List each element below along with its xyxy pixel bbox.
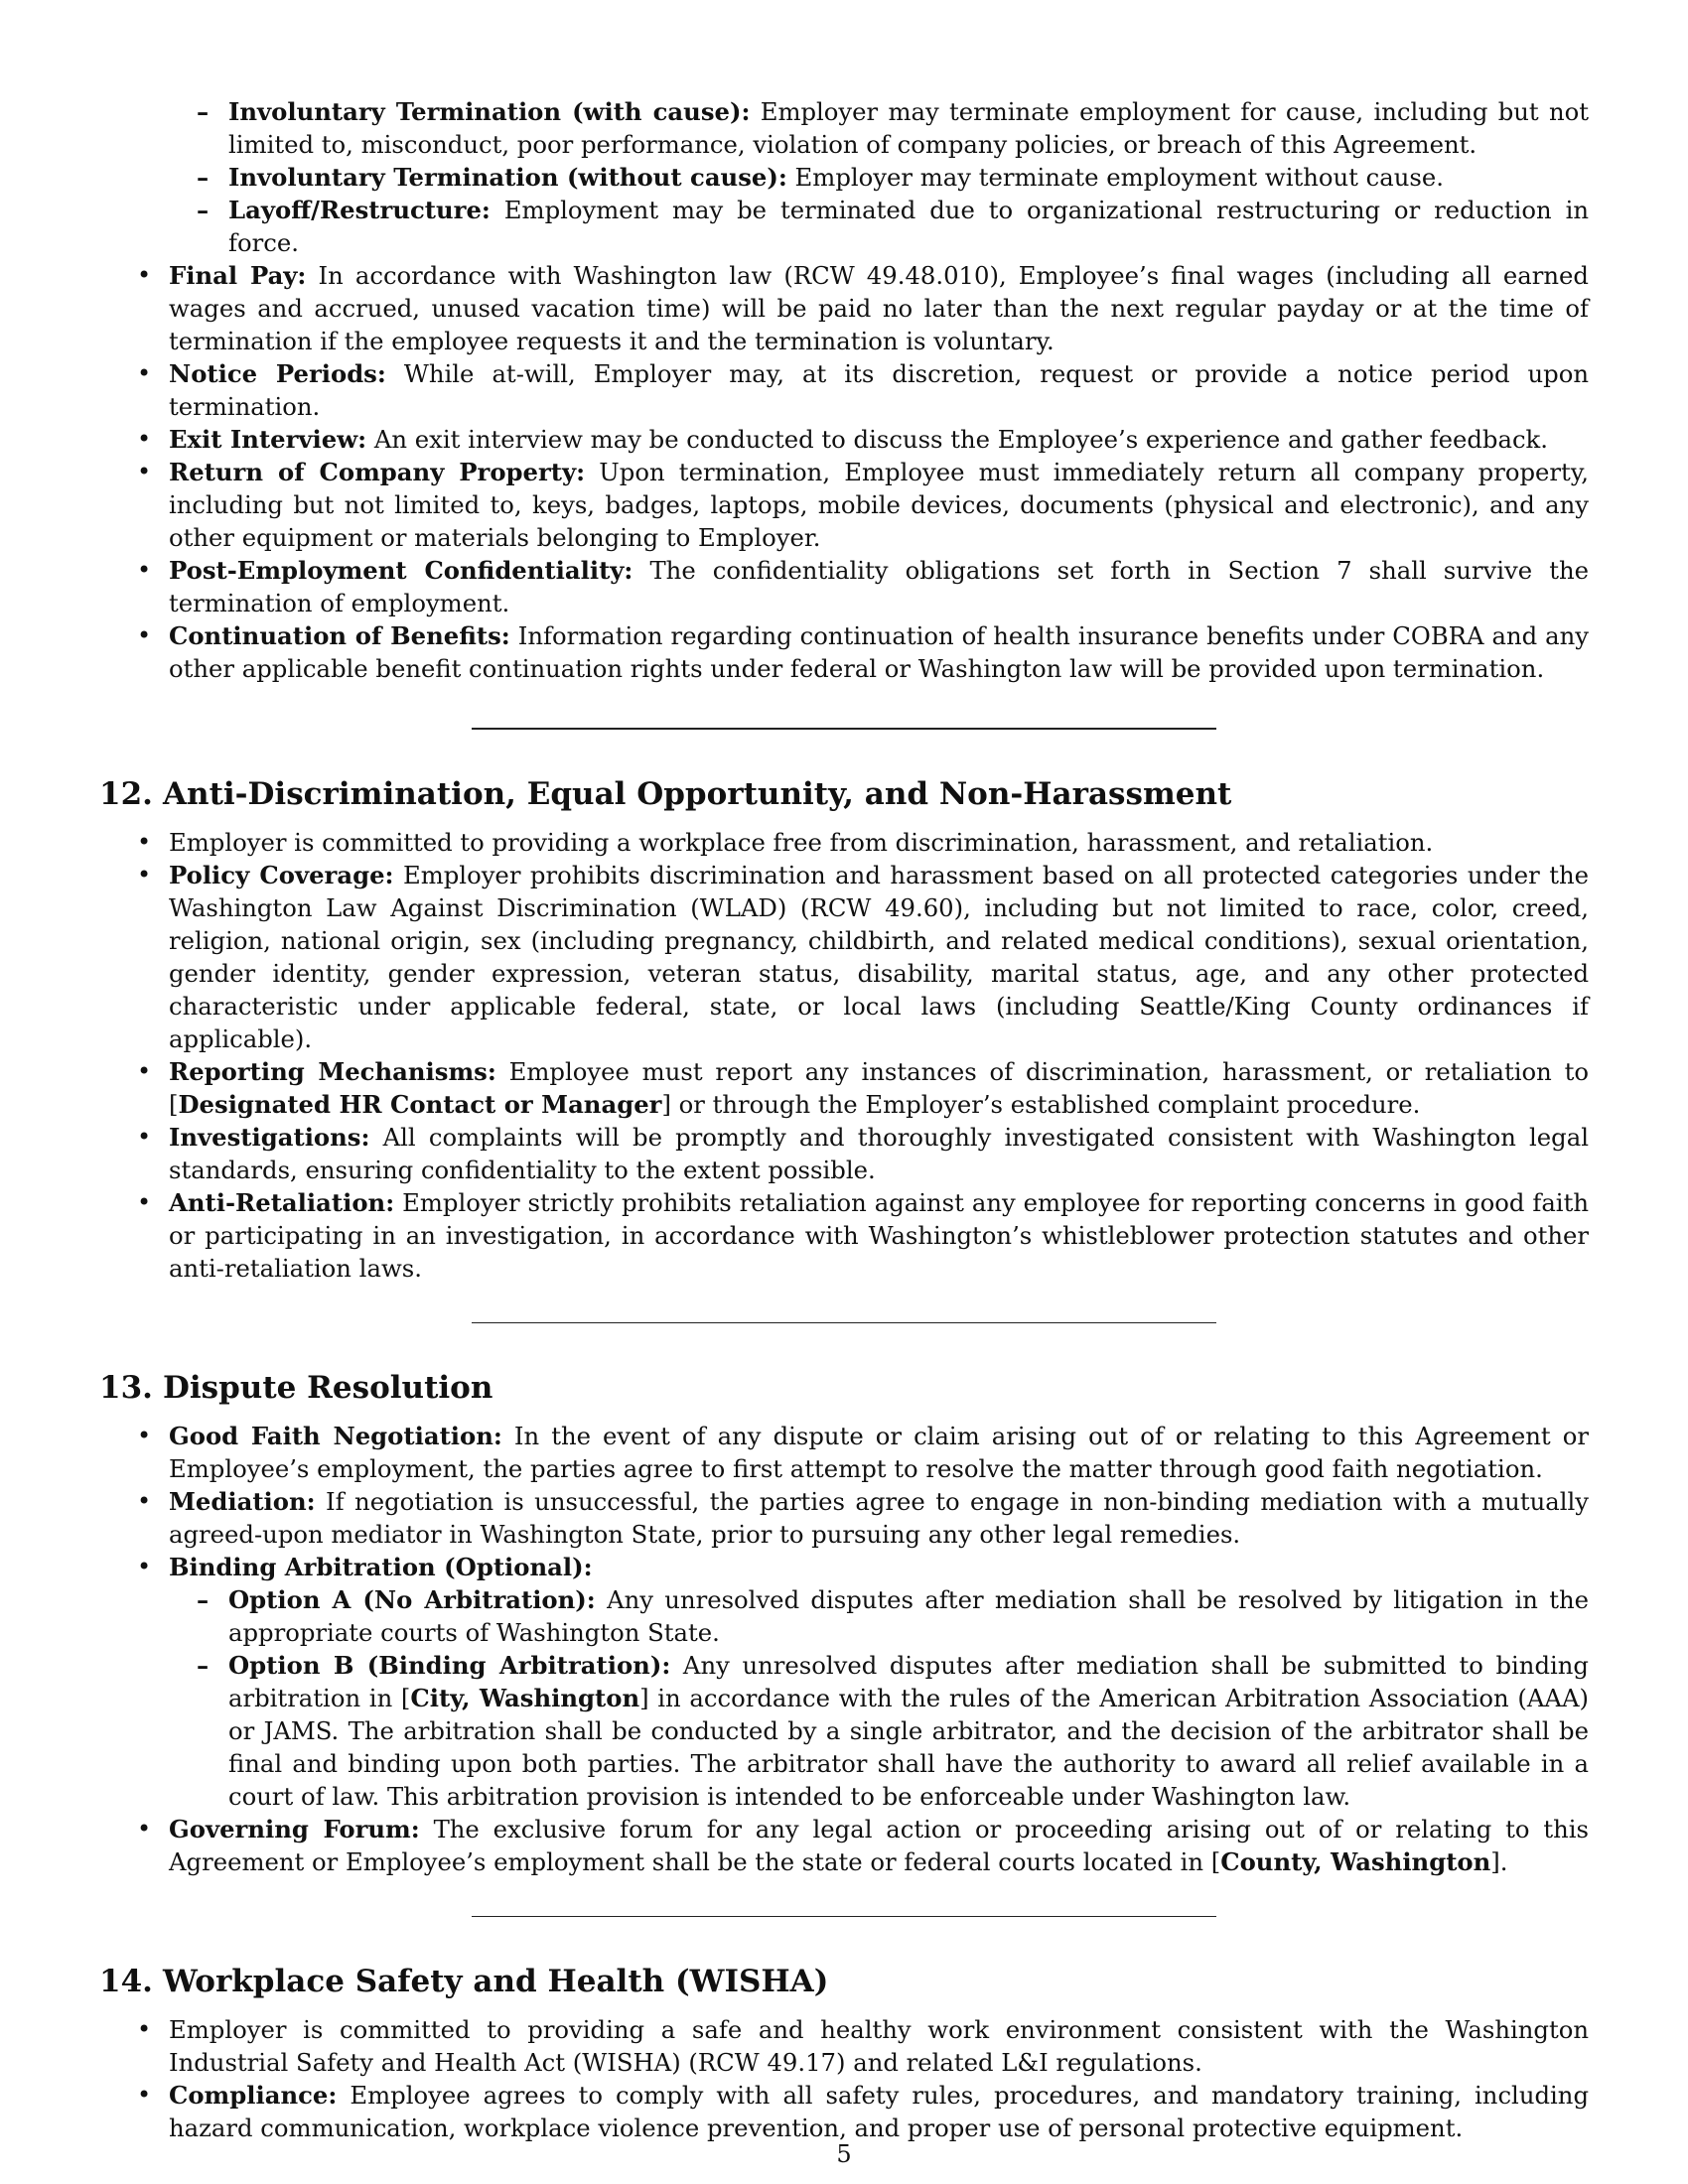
item-text: Employer may terminate employment without cause.	[786, 163, 1444, 192]
list-item	[99, 357, 1589, 423]
item-term: Layoff/Restructure:	[228, 196, 491, 224]
item-text: Employee must report any instances of discrimination, harassment, or retaliation to [	[169, 1057, 1589, 1119]
page-number: 5	[836, 2140, 852, 2168]
section-title: Anti-Discrimination, Equal Opportunity, and Non-Harassment	[163, 776, 1232, 812]
list-item	[99, 456, 1589, 554]
item-term: Option B (Binding Arbitration):	[228, 1651, 671, 1680]
item-term: Involuntary Termination (without cause):	[228, 163, 787, 192]
list-item	[99, 1420, 1589, 1485]
section-divider	[472, 1916, 1216, 1917]
list-item	[99, 2013, 1589, 2079]
item-text: If negotiation is unsuccessful, the parties agree to engage in non-binding mediation with a mutually agreed-upon mediator in Washington State, prior to pursuing any other legal remedies.	[169, 1487, 1589, 1549]
list-item	[99, 194, 1589, 259]
list-item	[99, 1813, 1589, 1878]
item-term: Binding Arbitration (Optional):	[169, 1553, 593, 1581]
item-text: The exclusive forum for any legal action or proceeding arising out of or relating to this Agreement or Employee’s employment shall be the state or federal courts located in [	[169, 1815, 1589, 1876]
section-divider	[472, 728, 1216, 730]
list-item	[99, 1551, 1589, 1813]
item-text: In accordance with Washington law (RCW 49.48.010), Employee’s final wages (including all earned wages and accrued, unused vacation time) will be paid no later than the next regular payday or at the time of termination if the employee requests it and the termination is voluntary.	[169, 261, 1589, 355]
item-term: Involuntary Termination (with cause):	[228, 97, 751, 126]
item-text: Employment may be terminated due to organizational restructuring or reduction in force.	[228, 196, 1589, 257]
item-term: Mediation:	[169, 1487, 316, 1516]
item-text: ] or through the Employer’s established complaint procedure.	[661, 1090, 1421, 1119]
item-text: Employer strictly prohibits retaliation against any employee for reporting concerns in good faith or participating in an investigation, in accordance with Washington’s whistleblower protection statutes and other anti-retaliation laws.	[169, 1188, 1589, 1283]
list-item	[99, 2079, 1589, 2144]
item-term: Post-Employment Confidentiality:	[169, 556, 633, 585]
list-item	[99, 1485, 1589, 1551]
item-text: Employee agrees to comply with all safety rules, procedures, and mandatory training, including hazard communication, workplace violence prevention, and proper use of personal protective equipment.	[169, 2081, 1589, 2142]
list-item	[99, 1186, 1589, 1285]
item-term: Compliance:	[169, 2081, 338, 2110]
list-item	[99, 1055, 1589, 1121]
list-item	[99, 95, 1589, 161]
item-term: Reporting Mechanisms:	[169, 1057, 496, 1086]
section-heading-12	[99, 774, 1589, 814]
list-item	[99, 1121, 1589, 1186]
item-term: Good Faith Negotiation:	[169, 1422, 502, 1450]
section-heading-14	[99, 1962, 1589, 2001]
placeholder-field: City, Washington	[410, 1684, 640, 1712]
placeholder-field: Designated HR Contact or Manager	[178, 1090, 662, 1119]
list-item	[99, 423, 1589, 456]
item-term: Option A (No Arbitration):	[228, 1585, 596, 1614]
item-text: ] in accordance with the rules of the American Arbitration Association (AAA) or JAMS. The arbitration shall be conducted by a single arbitrator, and the decision of the arbitrator shall be final and binding upon both parties. The arbitrator shall have the authority to award all relief available in a court of law. This arbitration provision is intended to be enforceable under Washington law.	[228, 1684, 1589, 1811]
item-text: All complaints will be promptly and thoroughly investigated consistent with Washington legal standards, ensuring confidentiality to the extent possible.	[169, 1123, 1589, 1184]
item-text: Information regarding continuation of health insurance benefits under COBRA and any other applicable benefit continuation rights under federal or Washington law will be provided upon termination.	[169, 621, 1589, 683]
arbitration-options-list	[169, 1583, 1589, 1813]
item-text: The confidentiality obligations set forth in Section 7 shall survive the termination of employment.	[169, 556, 1590, 617]
section13-list	[99, 1420, 1589, 1878]
section14-list	[99, 2013, 1589, 2144]
list-item	[99, 259, 1589, 357]
item-term: Investigations:	[169, 1123, 370, 1152]
item-text: ].	[1490, 1847, 1508, 1876]
list-item	[99, 1583, 1589, 1649]
termination-types-list	[169, 95, 1589, 259]
section-divider	[472, 1322, 1216, 1323]
section-number: 14.	[99, 1964, 153, 1999]
list-item	[99, 826, 1589, 859]
list-item	[99, 554, 1589, 619]
item-text: In the event of any dispute or claim arising out of or relating to this Agreement or Employee’s employment, the parties agree to first attempt to resolve the matter through good faith negotiation.	[169, 1422, 1589, 1483]
item-term: Notice Periods:	[169, 359, 386, 388]
list-item	[99, 161, 1589, 194]
section-title: Workplace Safety and Health (WISHA)	[163, 1964, 829, 1999]
item-term: Governing Forum:	[169, 1815, 420, 1843]
list-item	[99, 619, 1589, 685]
item-text: Any unresolved disputes after mediation shall be submitted to binding arbitration in [	[228, 1651, 1589, 1712]
page-content	[99, 95, 1589, 2144]
item-term: Final Pay:	[169, 261, 307, 290]
item-term: Policy Coverage:	[169, 861, 394, 889]
item-text: Employer is committed to providing a safe and healthy work environment consistent with the Washington Industrial Safety and Health Act (WISHA) (RCW 49.17) and related L&I regulations.	[169, 2015, 1589, 2077]
placeholder-field: County, Washington	[1220, 1847, 1491, 1876]
item-term: Exit Interview:	[169, 425, 367, 454]
item-text: Any unresolved disputes after mediation shall be resolved by litigation in the appropriate courts of Washington State.	[228, 1585, 1590, 1647]
item-term: Continuation of Benefits:	[169, 621, 510, 650]
item-text: Employer is committed to providing a workplace free from discrimination, harassment, and retaliation.	[169, 828, 1434, 857]
section11-list	[99, 259, 1589, 685]
item-term: Anti-Retaliation:	[169, 1188, 395, 1217]
item-text: Employer prohibits discrimination and harassment based on all protected categories under the Washington Law Against Discrimination (WLAD) (RCW 49.60), including but not limited to race, color, creed, religion, national origin, sex (including pregnancy, childbirth, and related medical conditions), sexual orientation, gender identity, gender expression, veteran status, disability, marital status, age, and any other protected characteristic under applicable federal, state, or local laws (including Seattle/King County ordinances if applicable).	[169, 861, 1589, 1053]
list-item	[99, 859, 1589, 1055]
section-title: Dispute Resolution	[163, 1370, 493, 1406]
list-item	[99, 1649, 1589, 1813]
termination-list	[99, 95, 1589, 259]
section-number: 12.	[99, 776, 153, 812]
section12-list	[99, 826, 1589, 1285]
item-term: Return of Company Property:	[169, 458, 586, 486]
item-text: Upon termination, Employee must immediately return all company property, including but not limited to, keys, badges, laptops, mobile devices, documents (physical and electronic), and any other equipment or materials belonging to Employer.	[169, 458, 1589, 552]
section-heading-13	[99, 1368, 1589, 1408]
section-number: 13.	[99, 1370, 153, 1406]
item-text: Employer may terminate employment for cause, including but not limited to, misconduct, poor performance, violation of company policies, or breach of this Agreement.	[228, 97, 1589, 159]
item-text: An exit interview may be conducted to discuss the Employee’s experience and gather feedback.	[366, 425, 1548, 454]
list-item	[99, 95, 1589, 259]
item-text: While at-will, Employer may, at its discretion, request or provide a notice period upon termination.	[169, 359, 1589, 421]
